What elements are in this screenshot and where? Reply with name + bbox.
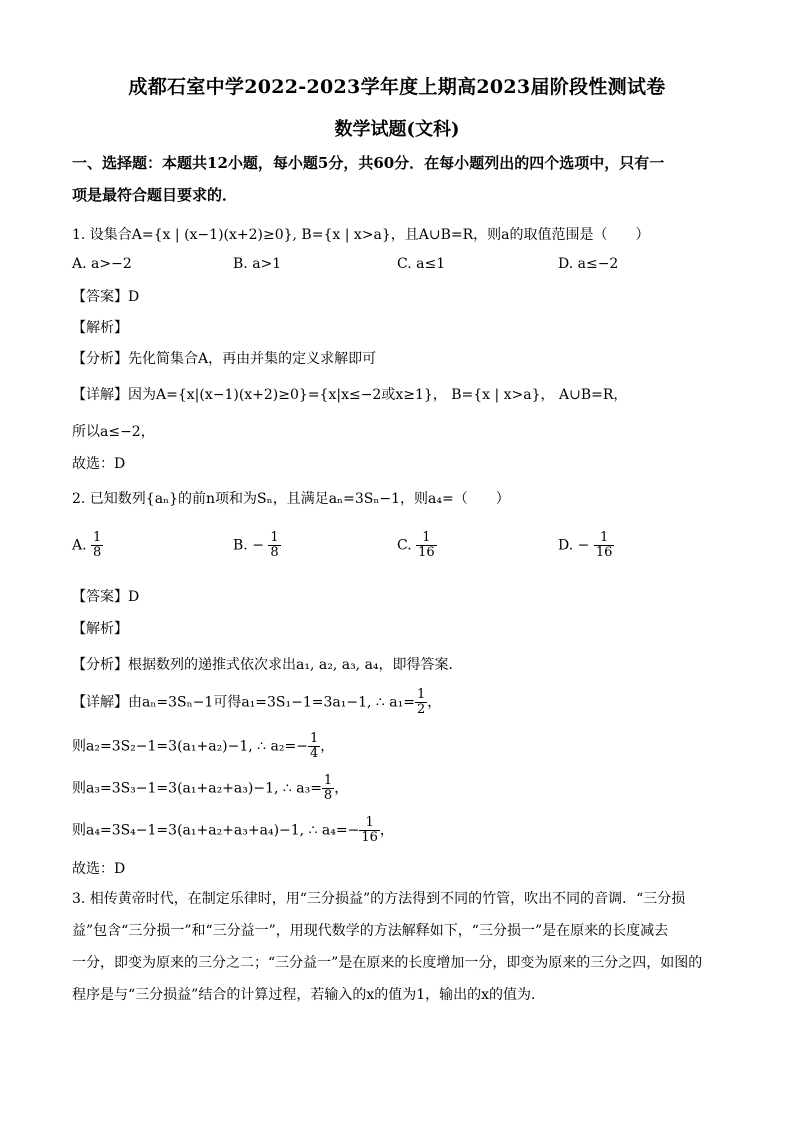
q2-option-b [233,531,281,560]
q2-step4-den: 16 [361,830,378,845]
q2-step3-text: 则a₃=3S₃−1=3(a₁+a₂+a₃)−1, ∴ a₃= [72,780,322,797]
q3-line3: 一分，即变为原来的三分之二；“三分益一”是在原来的长度增加一分，即变为原来的三分之四，如图的 [72,955,703,971]
q2-option-c [397,531,437,560]
q2-step3-fraction [322,774,334,803]
q1-answer: 【答案】D [72,289,140,305]
q1-option-c: C. a≤1 [397,256,446,272]
q1-choice: 故选：D [72,456,126,472]
q2-option-c-letter: C. [397,537,412,554]
q1-analysis-label: 【解析】 [72,320,128,336]
exam-subtitle: 数学试题(文科) [334,119,460,140]
q2-option-d-num: 1 [599,530,609,545]
q2-step4-end: ， [379,822,394,839]
q2-option-a-num: 1 [93,530,102,545]
q2-option-c-num: 1 [422,530,431,545]
q1-conclusion: 所以a≤−2， [72,424,155,440]
q2-step2-text: 则a₂=3S₂−1=3(a₁+a₂)−1, ∴ a₂=− [72,738,308,755]
q2-step1-text: 【详解】由aₙ=3Sₙ−1可得a₁=3S₁−1=3a₁−1, ∴ a₁= [72,694,415,711]
q2-step1-den: 2 [416,702,426,717]
q2-option-a-den: 8 [93,545,102,560]
q2-answer: 【答案】D [72,589,140,605]
q2-step4-fraction [359,816,380,845]
section-heading-line1: 一、选择题：本题共12小题，每小题5分，共60分．在每小题列出的四个选项中，只有一 [72,154,665,172]
q2-stem: 2. 已知数列{aₙ}的前n项和为Sₙ，且满足aₙ=3Sₙ−1，则a₄=（ ） [72,491,510,507]
q2-step2-den: 4 [309,746,319,761]
q1-fenxi: 【分析】先化简集合A，再由并集的定义求解即可 [72,351,377,367]
q2-step1 [72,688,441,717]
q2-choice: 故选：D [72,861,126,877]
q3-line1: 3. 相传黄帝时代，在制定乐律时，用“三分损益”的方法得到不同的竹管，吹出不同的音调．“三分损 [72,891,686,907]
q2-step2-end: ， [320,738,335,755]
q2-step4 [72,816,394,845]
q2-option-b-num: 1 [270,530,279,545]
q2-step1-fraction [415,688,427,717]
q2-option-a-fraction [91,531,103,560]
q2-analysis-label: 【解析】 [72,621,128,637]
q2-option-b-sign: − [252,537,264,554]
q2-step4-num: 1 [365,815,374,830]
q2-step3-den: 8 [323,788,333,803]
q1-stem: 1. 设集合A={x | (x−1)(x+2)≥0}, B={x | x>a}，且A∪B=R，则a的取值范围是（ ） [72,227,650,243]
q1-option-a: A. a>−2 [72,256,132,272]
q2-option-b-fraction [268,531,280,560]
q2-option-b-den: 8 [270,545,279,560]
q2-step2 [72,732,334,761]
q2-option-a-letter: A. [72,537,87,554]
q2-step2-num: 1 [309,731,319,746]
q2-option-b-letter: B. [233,537,248,554]
q2-option-c-fraction [416,531,437,560]
q2-option-d-letter: D. [558,537,574,554]
q1-option-d: D. a≤−2 [558,256,619,272]
q2-step4-text: 则a₄=3S₄−1=3(a₁+a₂+a₃+a₄)−1, ∴ a₄=− [72,822,360,839]
q3-line2: 益”包含“三分损一”和“三分益一”，用现代数学的方法解释如下，“三分损一”是在原来的长度减去 [72,923,669,939]
q1-option-b: B. a>1 [233,256,282,272]
q2-step3-num: 1 [323,773,333,788]
q2-step1-end: ， [427,694,442,711]
q2-option-c-den: 16 [418,545,435,560]
q2-step1-num: 1 [416,687,426,702]
q2-option-d-sign: − [577,537,590,554]
q2-option-d [558,531,614,560]
q2-option-d-den: 16 [595,545,613,560]
q3-line4: 程序是与“三分损益”结合的计算过程，若输入的x的值为1，输出的x的值为． [72,987,546,1003]
q2-option-d-fraction [594,531,615,560]
q1-detail: 【详解】因为A={x|(x−1)(x+2)≥0}={x|x≤−2或x≥1}， B={x | x>a}， A∪B=R， [72,387,628,403]
q2-step3 [72,774,348,803]
section-heading-line2: 项是最符合题目要求的． [72,186,238,204]
q2-step2-fraction [308,732,320,761]
q2-option-a [72,531,103,560]
q2-step3-end: ， [334,780,349,797]
exam-title: 成都石室中学2022-2023学年度上期高2023届阶段性测试卷 [128,76,666,98]
q2-fenxi: 【分析】根据数列的递推式依次求出a₁, a₂, a₃, a₄，即得答案． [72,657,463,673]
